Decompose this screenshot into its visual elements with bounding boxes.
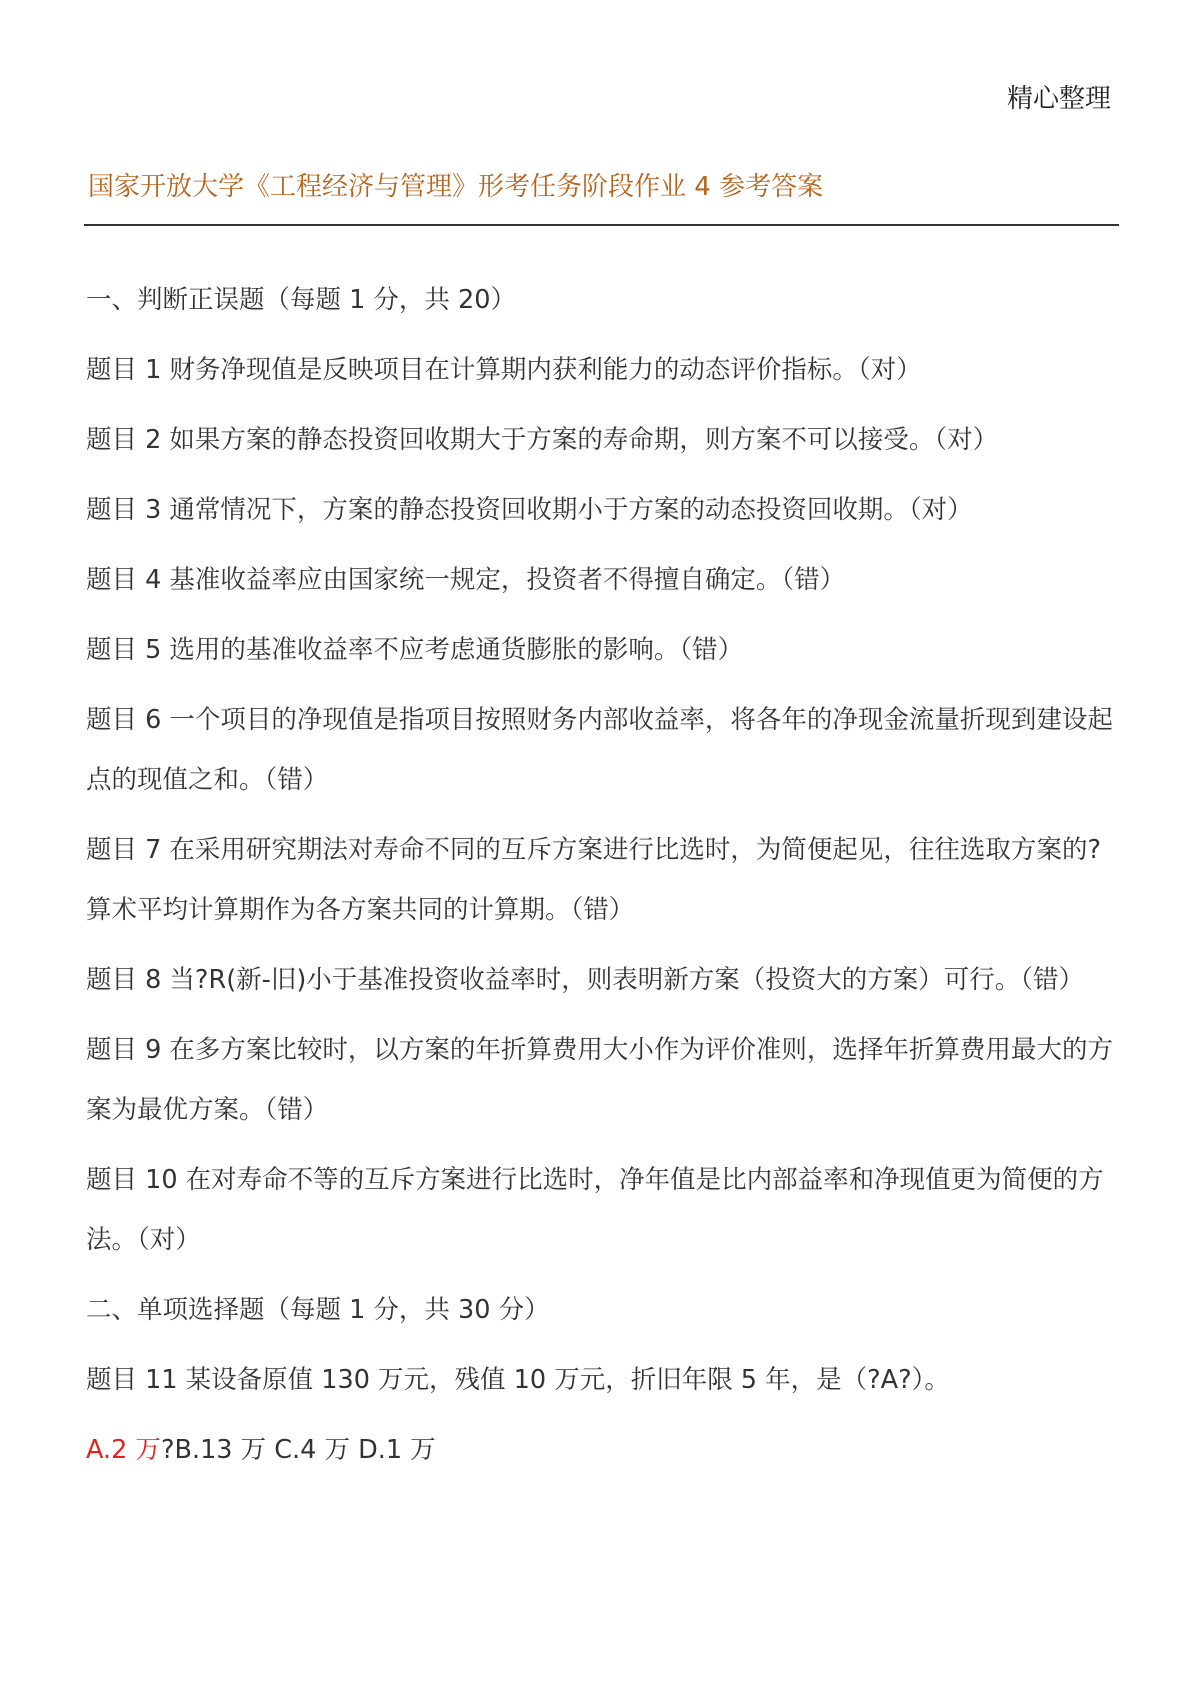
answer-options	[86, 1420, 1121, 1480]
document-body	[86, 270, 1121, 1490]
question-item: 题目 2 如果方案的静态投资回收期大于方案的寿命期，则方案不可以接受。（对）	[86, 425, 999, 455]
section-heading-judgment: 一、判断正误题（每题 1 分，共 20）	[86, 285, 516, 315]
question-item: 题目 1 财务净现值是反映项目在计算期内获利能力的动态评价指标。（对）	[86, 355, 922, 385]
question-item: 题目 10 在对寿命不等的互斥方案进行比选时，净年值是比内部益率和净现值更为简便的方法。（对）	[86, 1165, 1104, 1255]
question-item: 题目 8 当?R(新-旧)小于基准投资收益率时，则表明新方案（投资大的方案）可行。（错）	[86, 965, 1085, 995]
document-title: 国家开放大学《工程经济与管理》形考任务阶段作业 4 参考答案	[88, 172, 824, 202]
question-item: 题目 7 在采用研究期法对寿命不同的互斥方案进行比选时，为简便起见，往往选取方案的?算术平均计算期作为各方案共同的计算期。（错）	[86, 835, 1101, 925]
question-item: 题目 4 基准收益率应由国家统一规定，投资者不得擅自确定。（错）	[86, 565, 846, 595]
page-header: 精心整理	[1006, 84, 1111, 114]
question-item: 题目 5 选用的基准收益率不应考虑通货膨胀的影响。（错）	[86, 635, 744, 665]
question-item: 题目 11 某设备原值 130 万元，残值 10 万元，折旧年限 5 年，是（?A?）。	[86, 1365, 950, 1395]
title-divider	[84, 224, 1119, 226]
section-heading-single-choice: 二、单项选择题（每题 1 分，共 30 分）	[86, 1295, 550, 1325]
question-item: 题目 3 通常情况下，方案的静态投资回收期小于方案的动态投资回收期。（对）	[86, 495, 973, 525]
answer-options-rest: ?B.13 万 C.4 万 D.1 万	[160, 1435, 436, 1465]
correct-answer-highlight: A.2 万	[86, 1435, 161, 1465]
question-item: 题目 6 一个项目的净现值是指项目按照财务内部收益率，将各年的净现金流量折现到建设起点的现值之和。（错）	[86, 705, 1113, 795]
question-item: 题目 9 在多方案比较时，以方案的年折算费用大小作为评价准则，选择年折算费用最大的方案为最优方案。（错）	[86, 1035, 1113, 1125]
